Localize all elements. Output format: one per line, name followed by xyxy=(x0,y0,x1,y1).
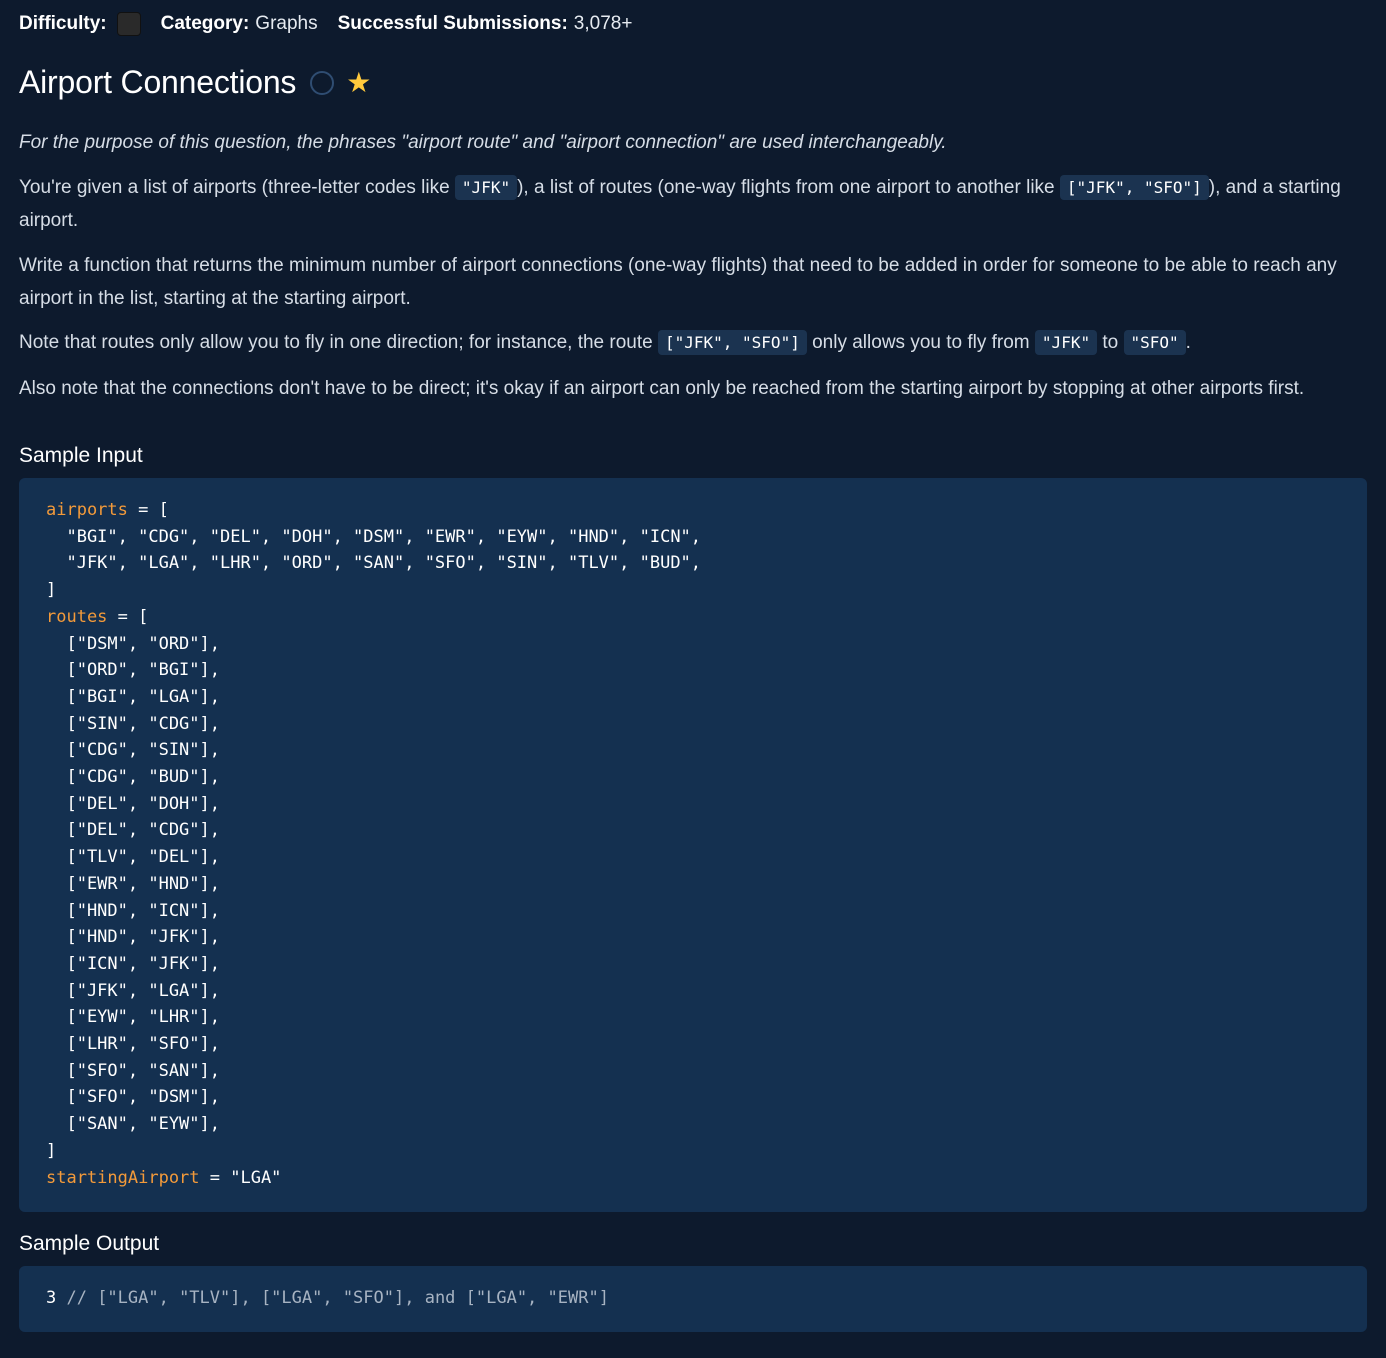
inline-code-route: ["JFK", "SFO"] xyxy=(1060,175,1209,200)
p1-text-b: ), a list of routes (one-way flights from one airport to another like xyxy=(517,177,1060,198)
description-paragraph-2: Write a function that returns the minimum number of airport connections (one-way flights) that need to be added in order for someone to be able to reach any airport in the list, starting at the starting airport. xyxy=(19,255,1337,309)
code-line-airports-decl xyxy=(46,497,1340,524)
description-paragraph-3 xyxy=(19,326,1369,359)
routes-variable: routes xyxy=(46,606,108,627)
code-line-output xyxy=(46,1285,1340,1312)
code-line-starting-airport xyxy=(46,1165,1340,1192)
sample-input-code-block xyxy=(19,478,1367,1212)
code-line-airports-close: ] xyxy=(46,580,57,601)
route-line: ["JFK", "LGA"], xyxy=(46,980,220,1001)
starting-airport-value: = "LGA" xyxy=(199,1167,282,1188)
routes-assign: = [ xyxy=(107,606,149,627)
inline-code-jfk: "JFK" xyxy=(455,175,517,200)
category-value: Graphs xyxy=(255,13,318,34)
description-paragraph-4: Also note that the connections don't have to be direct; it's okay if an airport can only be reached from the starting airport by stopping at other airports first. xyxy=(19,378,1305,399)
description-paragraph-1 xyxy=(19,171,1369,237)
p3-text-d: . xyxy=(1185,332,1191,353)
route-line: ["CDG", "SIN"], xyxy=(46,740,220,761)
airports-variable: airports xyxy=(46,500,128,520)
route-line: ["HND", "JFK"], xyxy=(46,927,220,948)
route-line: ["SIN", "CDG"], xyxy=(46,713,220,734)
difficulty-label: Difficulty: xyxy=(19,13,107,34)
category-label: Category: xyxy=(160,13,250,34)
p3-text-a: Note that routes only allow you to fly in one direction; for instance, the route xyxy=(19,332,658,353)
output-comment: // ["LGA", "TLV"], ["LGA", "SFO"], and ["LGA", "EWR"] xyxy=(56,1288,609,1308)
route-line: ["ORD", "BGI"], xyxy=(46,660,220,681)
code-line-routes-close: ] xyxy=(46,1140,57,1161)
route-line: ["SAN", "EYW"], xyxy=(46,1114,220,1135)
intro-paragraph: For the purpose of this question, the phrases "airport route" and "airport connection" are used interchangeably. xyxy=(19,132,947,153)
p3-text-c: to xyxy=(1097,332,1124,353)
submissions-label: Successful Submissions: xyxy=(337,13,568,34)
code-line-airports-1: "BGI", "CDG", "DEL", "DOH", "DSM", "EWR", "EYW", "HND", "ICN", xyxy=(46,526,702,547)
favorite-star-icon[interactable]: ★ xyxy=(346,66,372,98)
p3-text-b: only allows you to fly from xyxy=(806,332,1035,353)
submissions-meta xyxy=(338,13,633,35)
route-line: ["EWR", "HND"], xyxy=(46,873,220,894)
completion-circle-icon[interactable] xyxy=(310,71,334,95)
route-line: ["TLV", "DEL"], xyxy=(46,847,220,868)
difficulty-meta xyxy=(19,12,141,36)
starting-airport-variable: startingAirport xyxy=(46,1167,200,1188)
route-line: ["DSM", "ORD"], xyxy=(46,633,220,654)
sample-output-heading: Sample Output xyxy=(19,1232,160,1255)
route-line: ["DEL", "CDG"], xyxy=(46,820,220,841)
route-line: ["CDG", "BUD"], xyxy=(46,767,220,788)
sample-input-heading: Sample Input xyxy=(19,444,143,467)
category-meta xyxy=(161,13,318,35)
route-line: ["BGI", "LGA"], xyxy=(46,686,220,707)
route-line: ["HND", "ICN"], xyxy=(46,900,220,921)
route-line: ["DEL", "DOH"], xyxy=(46,793,220,814)
difficulty-indicator-icon xyxy=(117,12,141,36)
output-value: 3 xyxy=(46,1288,57,1308)
p1-text-a: You're given a list of airports (three-letter codes like xyxy=(19,177,455,198)
question-meta-bar xyxy=(19,10,652,38)
code-line-routes-decl xyxy=(46,604,1340,631)
sample-output-code-block xyxy=(19,1266,1367,1332)
route-line: ["SFO", "SAN"], xyxy=(46,1060,220,1081)
page-title: Airport Connections xyxy=(19,64,297,100)
inline-code-jfk-2: "JFK" xyxy=(1035,330,1097,355)
code-line-airports-2: "JFK", "LGA", "LHR", "ORD", "SAN", "SFO", "SIN", "TLV", "BUD", xyxy=(46,553,702,574)
airports-assign: = [ xyxy=(127,500,169,520)
route-line: ["LHR", "SFO"], xyxy=(46,1034,220,1055)
title-row xyxy=(19,64,371,101)
route-line: ["SFO", "DSM"], xyxy=(46,1087,220,1108)
route-line: ["ICN", "JFK"], xyxy=(46,953,220,974)
route-line: ["EYW", "LHR"], xyxy=(46,1007,220,1028)
submissions-value: 3,078+ xyxy=(573,13,633,34)
p1-text-c: ), and a starting airport. xyxy=(19,177,1341,231)
inline-code-sfo: "SFO" xyxy=(1124,330,1186,355)
inline-code-route-2: ["JFK", "SFO"] xyxy=(658,330,807,355)
